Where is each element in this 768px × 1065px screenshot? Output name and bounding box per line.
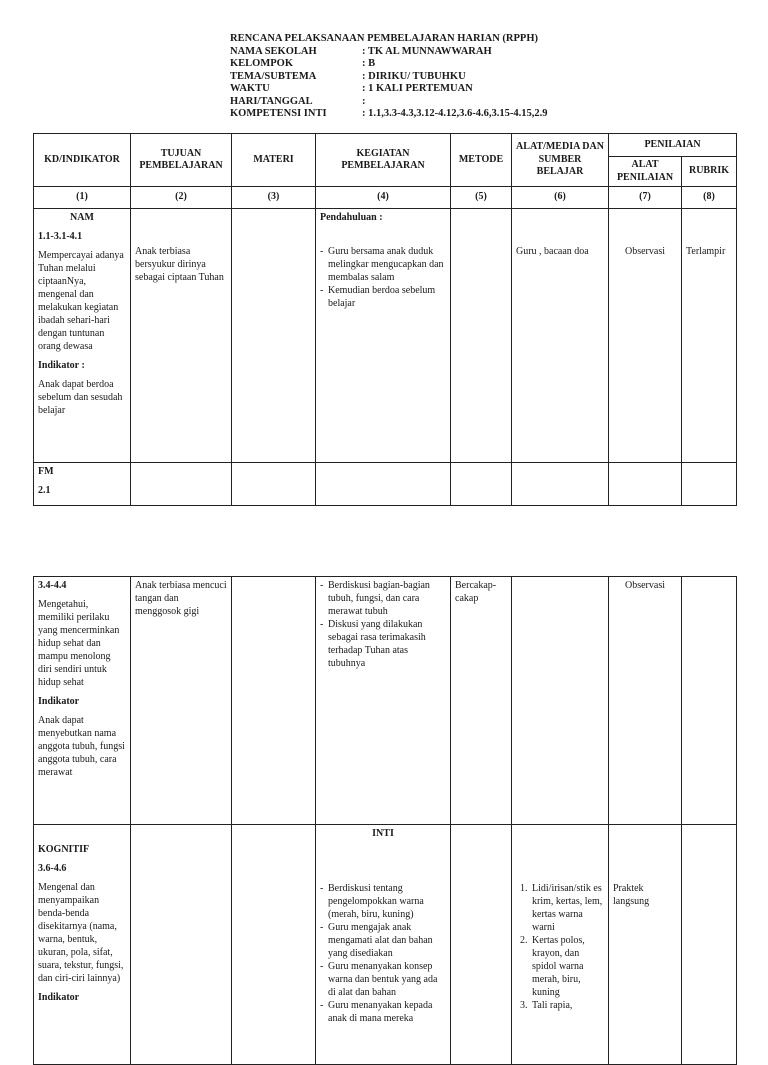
header-value: :: [362, 95, 366, 107]
list-item: - Guru mengajak anak mengamati alat dan bahan yang disediakan: [320, 921, 446, 960]
header-label: NAMA SEKOLAH: [230, 45, 317, 57]
list-item: - Berdiskusi bagian-bagian tubuh, fungsi, dan cara merawat tubuh: [320, 579, 446, 618]
indikator-text: Anak dapat menyebutkan nama anggota tubuh, fungsi anggota tubuh, cara merawat: [38, 715, 125, 778]
penilaian-cell: [609, 577, 682, 825]
indikator-label: Indikator: [38, 992, 80, 1003]
alat-cell: [512, 577, 609, 825]
kd-cell: [34, 209, 131, 463]
alat-cell: [512, 209, 609, 463]
metode-cell: [451, 463, 512, 506]
col-number: (8): [682, 187, 737, 209]
penilaian-cell: [609, 209, 682, 463]
rpph-table-page1: [33, 133, 737, 506]
metode-cell: [451, 825, 512, 1065]
table-row-3-4: [34, 577, 737, 825]
kd-text: Mempercayai adanya Tuhan melalui ciptaanNya, mengenal dan melakukan kegiatan ibadah sehari-hari dengan tuntunan orang dewasa: [38, 250, 124, 352]
alat-cell: [512, 825, 609, 1065]
indikator-label: Indikator: [38, 696, 80, 707]
kd-cell: [34, 825, 131, 1065]
header-row-day-date: [230, 96, 690, 109]
rubrik-cell: [682, 577, 737, 825]
kd-text: Mengetahui, memiliki perilaku yang mencerminkan hidup sehat dan mampu menolong diri sendiri untuk hidup sehat: [38, 599, 120, 688]
kegiatan-cell: [316, 209, 451, 463]
kd-code: 3.6-4.6: [38, 863, 67, 874]
col-number: (1): [34, 187, 131, 209]
column-number-row: [34, 187, 737, 209]
header-label: WAKTU: [230, 83, 270, 94]
header-value: : 1 KALI PERTEMUAN: [362, 83, 473, 94]
header-row-top: [34, 134, 737, 157]
tujuan-cell: [131, 825, 232, 1065]
header-value: : 1.1,3.3-4.3,3.12-4.12,3.6-4.6,3.15-4.15,2.9: [362, 108, 548, 119]
materi-cell: [232, 463, 316, 506]
kegiatan-title: Pendahuluan :: [320, 212, 383, 223]
list-item: - Guru menanyakan kepada anak di mana mereka: [320, 999, 446, 1025]
indikator-label: Indikator :: [38, 360, 85, 371]
tujuan-cell: [131, 577, 232, 825]
penilaian-text: Observasi: [625, 246, 665, 257]
alat-list: [516, 882, 604, 1012]
indikator-text: Anak dapat berdoa sebelum dan sesudah belajar: [38, 379, 123, 416]
rubrik-cell: [682, 209, 737, 463]
kd-title: NAM: [70, 212, 94, 223]
document-title: RENCANA PELAKSANAAN PEMBELAJARAN HARIAN (RPPH): [230, 33, 539, 44]
table-row-kognitif: [34, 825, 737, 1065]
header-label: TEMA/SUBTEMA: [230, 70, 317, 82]
col-header-kegiatan: KEGIATAN PEMBELAJARAN: [316, 134, 451, 187]
header-row-time: [230, 83, 690, 96]
list-item: - Kemudian berdoa sebelum belajar: [320, 284, 446, 310]
tujuan-text: Anak terbiasa bersyukur dirinya sebagai ciptaan Tuhan: [135, 246, 224, 283]
kd-cell: [34, 463, 131, 506]
header-label: HARI/TANGGAL: [230, 95, 313, 107]
header-value: : TK AL MUNNAWWARAH: [362, 45, 492, 57]
penilaian-cell: [609, 825, 682, 1065]
kegiatan-cell: [316, 577, 451, 825]
materi-cell: [232, 209, 316, 463]
header-label: KOMPETENSI INTI: [230, 108, 327, 119]
rpph-table-page2: [33, 576, 737, 1065]
tujuan-cell: [131, 463, 232, 506]
col-header-penilaian: PENILAIAN: [609, 134, 737, 157]
list-item: 2. Kertas polos, krayon, dan spidol warna merah, biru, kuning: [530, 934, 604, 999]
list-item: - Guru menanyakan konsep warna dan bentuk yang ada di alat dan bahan: [320, 960, 446, 999]
list-item: 3. Tali rapia,: [530, 999, 604, 1012]
materi-cell: [232, 825, 316, 1065]
tujuan-cell: [131, 209, 232, 463]
kd-code: 1.1-3.1-4.1: [38, 231, 83, 242]
list-item: - Berdiskusi tentang pengelompokkan warna (merah, biru, kuning): [320, 882, 446, 921]
tujuan-text: Anak terbiasa mencuci tangan dan menggosok gigi: [135, 580, 227, 617]
header-row-school: [230, 46, 690, 59]
penilaian-cell: [609, 463, 682, 506]
metode-cell: [451, 577, 512, 825]
header-value: : B: [362, 58, 376, 69]
metode-cell: [451, 209, 512, 463]
penilaian-text: Observasi: [625, 580, 665, 591]
kegiatan-list: [320, 245, 446, 310]
col-number: (7): [609, 187, 682, 209]
alat-text: Guru , bacaan doa: [516, 246, 589, 257]
kegiatan-cell: [316, 463, 451, 506]
kegiatan-list: [320, 882, 446, 1025]
table-row-fm: [34, 463, 737, 506]
col-number: (2): [131, 187, 232, 209]
col-header-tujuan: TUJUAN PEMBELAJARAN: [131, 134, 232, 187]
col-number: (4): [316, 187, 451, 209]
list-item: - Diskusi yang dilakukan sebagai rasa terimakasih terhadap Tuhan atas tubuhnya: [320, 618, 446, 670]
metode-text: Bercakap-cakap: [455, 580, 497, 604]
kd-code: 3.4-4.4: [38, 580, 67, 591]
header-label: KELOMPOK: [230, 58, 293, 69]
kegiatan-cell: [316, 825, 451, 1065]
kd-cell: [34, 577, 131, 825]
alat-cell: [512, 463, 609, 506]
table-row-nam: [34, 209, 737, 463]
document-header: [230, 33, 690, 121]
list-item: 1. Lidi/irisan/stik es krim, kertas, lem, kertas warna warni: [530, 882, 604, 934]
header-row-theme: [230, 71, 690, 84]
kd-title: KOGNITIF: [38, 844, 90, 855]
header-row-group: [230, 58, 690, 71]
col-header-materi: MATERI: [232, 134, 316, 187]
col-number: (6): [512, 187, 609, 209]
kegiatan-title: INTI: [372, 828, 394, 839]
materi-cell: [232, 577, 316, 825]
kd-code: 2.1: [38, 485, 51, 496]
col-header-metode: METODE: [451, 134, 512, 187]
col-header-alat-penilaian: ALAT PENILAIAN: [609, 157, 682, 187]
rubrik-cell: [682, 463, 737, 506]
header-value: : DIRIKU/ TUBUHKU: [362, 70, 466, 82]
penilaian-text: Praktek langsung: [613, 883, 650, 907]
col-header-rubrik: RUBRIK: [682, 157, 737, 187]
header-row-core-competence: [230, 108, 690, 121]
list-item: - Guru bersama anak duduk melingkar mengucapkan dan membalas salam: [320, 245, 446, 284]
kd-title: FM: [38, 466, 54, 477]
kd-text: Mengenal dan menyampaikan benda-benda disekitarnya (nama, warna, bentuk, ukuran, pola, sifat, suara, tekstur, fungsi, dan ciri-ciri lainnya): [38, 882, 124, 984]
col-number: (5): [451, 187, 512, 209]
rubrik-text: Terlampir: [686, 246, 726, 257]
col-header-alat: ALAT/MEDIA DAN SUMBER BELAJAR: [512, 134, 609, 187]
rubrik-cell: [682, 825, 737, 1065]
kegiatan-list: [320, 579, 446, 670]
col-number: (3): [232, 187, 316, 209]
col-header-kd: KD/INDIKATOR: [34, 134, 131, 187]
